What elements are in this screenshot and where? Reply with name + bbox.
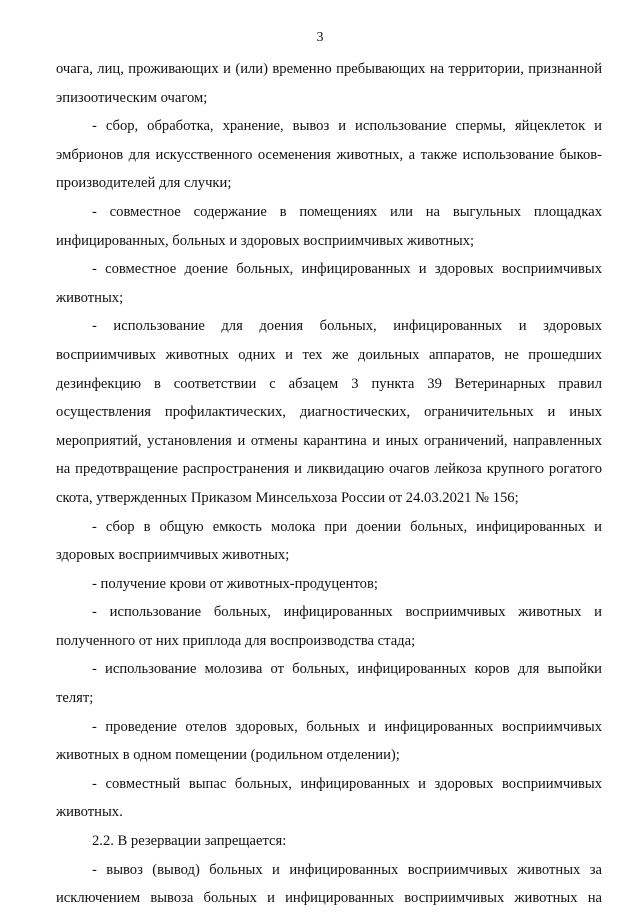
paragraph-2: - сбор, обработка, хранение, вывоз и использование спермы, яйцеклеток и эмбрионов для искусственного осеменения животных, а также использование быков-производителей для случки; [56, 118, 602, 192]
document-body [56, 55, 602, 913]
paragraph-1: очага, лиц, проживающих и (или) временно пребывающих на территории, признанной эпизоотическим очагом; [56, 61, 602, 106]
section-heading-2-2: 2.2. В резервации запрещается: [92, 833, 287, 850]
paragraph-5: - использование для доения больных, инфицированных и здоровых восприимчивых животных одних и тех же доильных аппаратов, не прошедших дезинфекцию в соответствии с абзацем 3 пункта 39 Ветеринарных правил осуществления профилактических, диагностических, ограничительных и иных мероприятий, установления и отмены карантина и иных ограничений, направленных на предотвращение распространения и ликвидацию очагов лейкоза крупного рогатого скота, утвержденных Приказом Минсельхоза России от 24.03.2021 № 156; [56, 318, 602, 506]
paragraph-10: - проведение отелов здоровых, больных и инфицированных восприимчивых животных в одном помещении (родильном отделении); [56, 718, 602, 764]
paragraph-9: - использование молозива от больных, инфицированных коров для выпойки телят; [56, 661, 602, 707]
paragraph-6: - сбор в общую емкость молока при доении больных, инфицированных и здоровых восприимчивых животных; [56, 518, 602, 564]
paragraph-7: - получение крови от животных-продуцентов; [92, 575, 378, 592]
page-number: 3 [316, 30, 324, 45]
paragraph-8: - использование больных, инфицированных восприимчивых животных и полученного от них приплода для воспроизводства стада; [56, 604, 602, 649]
paragraph-3: - совместное содержание в помещениях или на выгульных площадках инфицированных, больных и здоровых восприимчивых животных; [56, 203, 602, 249]
paragraph-13: - вывоз (вывод) больных и инфицированных восприимчивых животных за исключением вывоза больных и инфицированных восприимчивых животных на [56, 861, 602, 907]
paragraph-11: - совместный выпас больных, инфицированных и здоровых восприимчивых животных. [56, 775, 602, 821]
paragraph-4: - совместное доение больных, инфицированных и здоровых восприимчивых животных; [56, 261, 602, 306]
